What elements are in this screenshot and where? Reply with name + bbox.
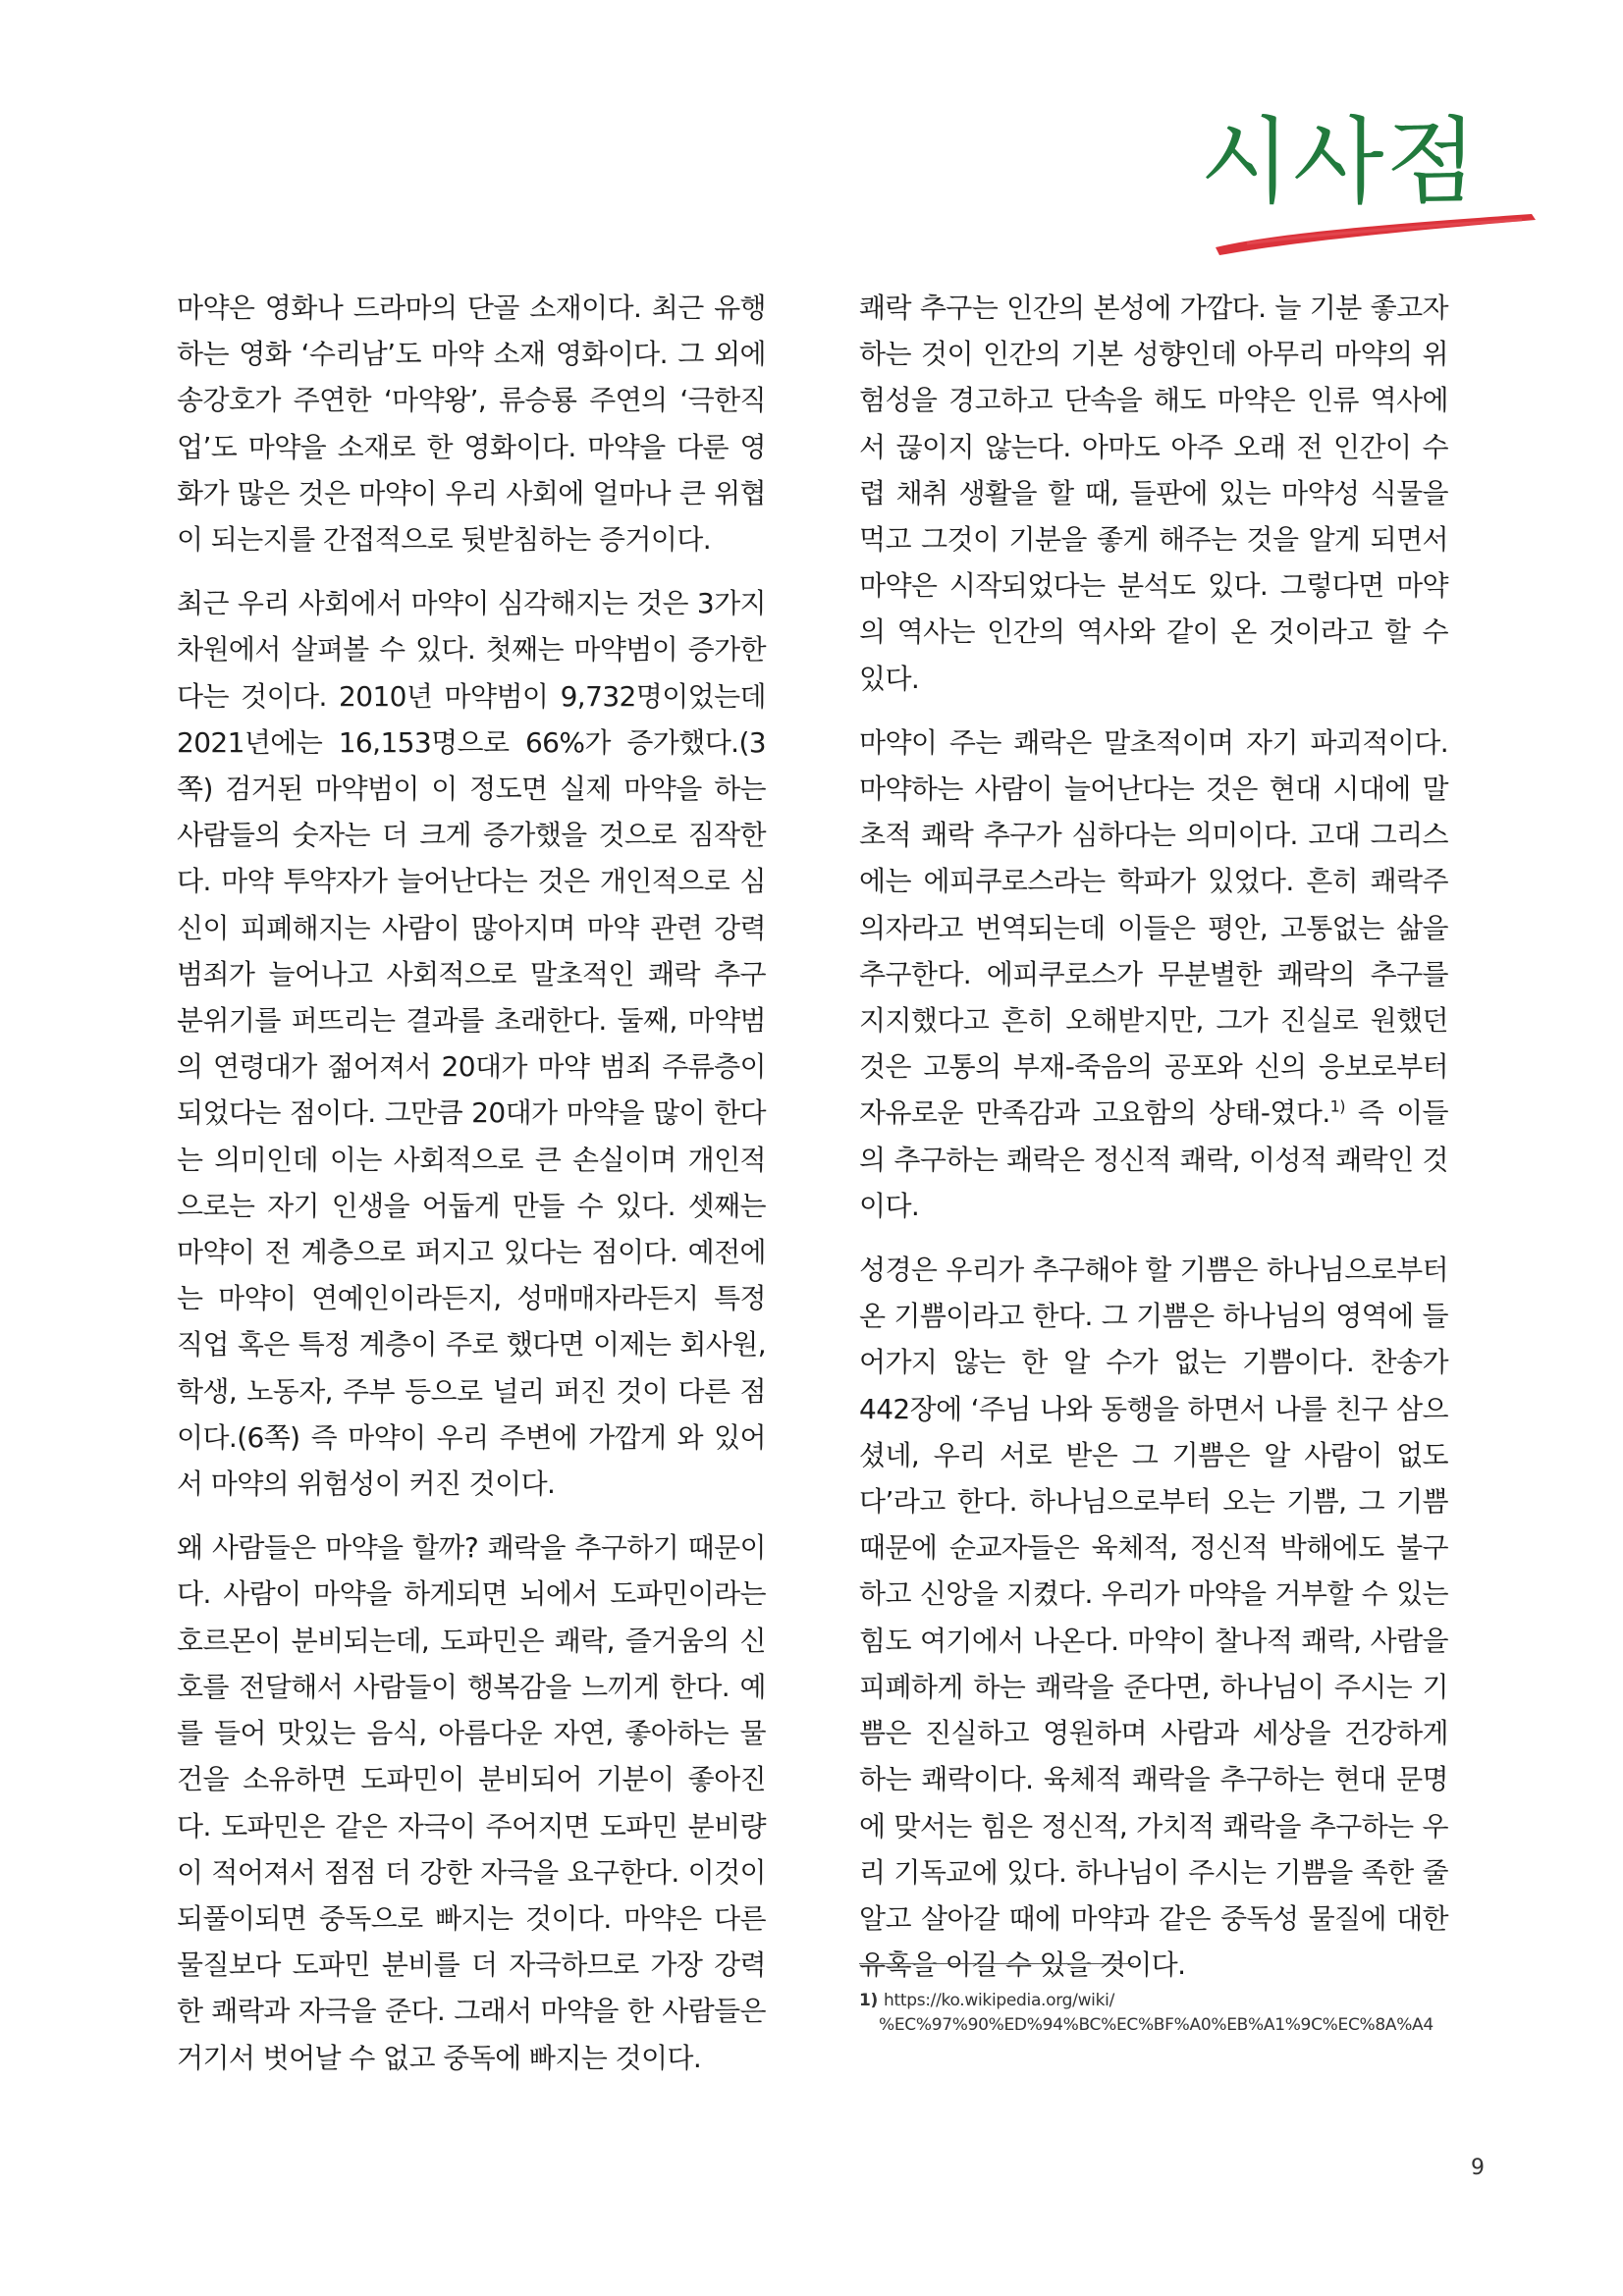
section-title: 시사점 <box>1200 107 1480 217</box>
body-paragraph: 왜 사람들은 마약을 할까? 쾌락을 추구하기 때문이다. 사람이 마약을 하게되면 뇌에서 도파민이라는 호르몬이 분비되는데, 도파민은 쾌락, 즐거움의 신호를 전달해서 사람들이 행복감을 느끼게 한다. 예를 들어 맛있는 음식, 아름다운 자연, 좋아하는 물건을 소유하면 도파민이 분비되어 기분이 좋아진다. 도파민은 같은 자극이 주어지면 도파민 분비량이 적어져서 점점 더 강한 자극을 요구한다. 이것이 되풀이되면 중독으로 빠지는 것이다. 마약은 다른 물질보다 도파민 분비를 더 자극하므로 가장 강력한 쾌락과 자극을 준다. 그래서 마약을 한 사람들은 거기서 벗어날 수 없고 중독에 빠지는 것이다. <box>177 1531 766 2074</box>
footnote <box>859 1989 1468 2038</box>
brush-stroke-underline <box>1208 204 1542 259</box>
body-paragraph-with-footnote <box>859 720 1448 1229</box>
body-paragraph: 최근 우리 사회에서 마약이 심각해지는 것은 3가지 차원에서 살펴볼 수 있다. 첫째는 마약범이 증가한다는 것이다. 2010년 마약범이 9,732명이었는데 2021년에는 16,153명으로 66%가 증가했다.(3쪽) 검거된 마약범이 이 정도면 실제 마약을 하는 사람들의 숫자는 더 크게 증가했을 것으로 짐작한다. 마약 투약자가 늘어난다는 것은 개인적으로 심신이 피폐해지는 사람이 많아지며 마약 관련 강력범죄가 늘어나고 사회적으로 말초적인 쾌락 추구 분위기를 퍼뜨리는 결과를 초래한다. 둘째, 마약범의 연령대가 젊어져서 20대가 마약 범죄 주류층이 되었다는 점이다. 그만큼 20대가 마약을 많이 한다는 의미인데 이는 사회적으로 큰 손실이며 개인적으로는 자기 인생을 어둡게 만들 수 있다. 셋째는 마약이 전 계층으로 퍼지고 있다는 점이다. 예전에는 마약이 연예인이라든지, 성매매자라든지 특정 직업 혹은 특정 계층이 주로 했다면 이제는 회사원, 학생, 노동자, 주부 등으로 널리 퍼진 것이 다른 점이다.(6쪽) 즉 마약이 우리 주변에 가깝게 와 있어서 마약의 위험성이 커진 것이다. <box>177 587 766 1501</box>
footnote-number: 1) <box>859 1991 878 2010</box>
footnote-url[interactable]: https://ko.wikipedia.org/wiki/ <box>884 1991 1114 2010</box>
right-column <box>859 285 1448 1988</box>
paragraph-text-continued: 즉 이들의 추구하는 쾌락은 정신적 쾌락, 이성적 쾌락인 것이다. <box>859 1096 1448 1222</box>
body-paragraph: 성경은 우리가 추구해야 할 기쁨은 하나님으로부터 온 기쁨이라고 한다. 그 기쁨은 하나님의 영역에 들어가지 않는 한 알 수가 없는 기쁨이다. 찬송가 442장에 ‘주님 나와 동행을 하면서 나를 친구 삼으셨네, 우리 서로 받은 그 기쁨은 알 사람이 없도다’라고 한다. 하나님으로부터 오는 기쁨, 그 기쁨 때문에 순교자들은 육체적, 정신적 박해에도 불구하고 신앙을 지켰다. 우리가 마약을 거부할 수 있는 힘도 여기에서 나온다. 마약이 찰나적 쾌락, 사람을 피폐하게 하는 쾌락을 준다면, 하나님이 주시는 기쁨은 진실하고 영원하며 사람과 세상을 건강하게 하는 쾌락이다. 육체적 쾌락을 추구하는 현대 문명에 맞서는 힘은 정신적, 가치적 쾌락을 추구하는 우리 기독교에 있다. 하나님이 주시는 기쁨을 족한 줄 알고 살아갈 때에 마약과 같은 중독성 물질에 대한 유혹을 이길 수 있을 것이다. <box>859 1254 1448 1982</box>
page-number: 9 <box>1471 2156 1485 2180</box>
body-paragraph: 쾌락 추구는 인간의 본성에 가깝다. 늘 기분 좋고자 하는 것이 인간의 기본 성향인데 아무리 마약의 위험성을 경고하고 단속을 해도 마약은 인류 역사에서 끊이지 않는다. 아마도 아주 오래 전 인간이 수렵 채취 생활을 할 때, 들판에 있는 마약성 식물을 먹고 그것이 기분을 좋게 해주는 것을 알게 되면서 마약은 시작되었다는 분석도 있다. 그렇다면 마약의 역사는 인간의 역사와 같이 온 것이라고 할 수 있다. <box>859 292 1448 695</box>
footnote-url-continued[interactable]: %EC%97%90%ED%94%BC%EC%BF%A0%EB%A1%9C%EC%8A%A4 <box>879 2015 1434 2035</box>
left-column <box>177 285 766 2081</box>
body-paragraph: 마약은 영화나 드라마의 단골 소재이다. 최근 유행하는 영화 ‘수리남’도 마약 소재 영화이다. 그 외에 송강호가 주연한 ‘마약왕’, 류승룡 주연의 ‘극한직업’도 마약을 소재로 한 영화이다. 마약을 다룬 영화가 많은 것은 마약이 우리 사회에 얼마나 큰 위협이 되는지를 간접적으로 뒷받침하는 증거이다. <box>177 292 766 557</box>
footnote-divider <box>859 1963 1134 1964</box>
footnote-reference[interactable]: 1) <box>1329 1097 1345 1117</box>
paragraph-text: 마약이 주는 쾌락은 말초적이며 자기 파괴적이다. 마약하는 사람이 늘어난다는 것은 현대 시대에 말초적 쾌락 추구가 심하다는 의미이다. 고대 그리스에는 에피쿠로스라는 학파가 있었다. 흔히 쾌락주의자라고 번역되는데 이들은 평안, 고통없는 삶을 추구한다. 에피쿠로스가 무분별한 쾌락의 추구를 지지했다고 흔히 오해받지만, 그가 진실로 원했던 것은 고통의 부재-죽음의 공포와 신의 응보로부터 자유로운 만족감과 고요함의 상태-였다. <box>859 725 1448 1130</box>
